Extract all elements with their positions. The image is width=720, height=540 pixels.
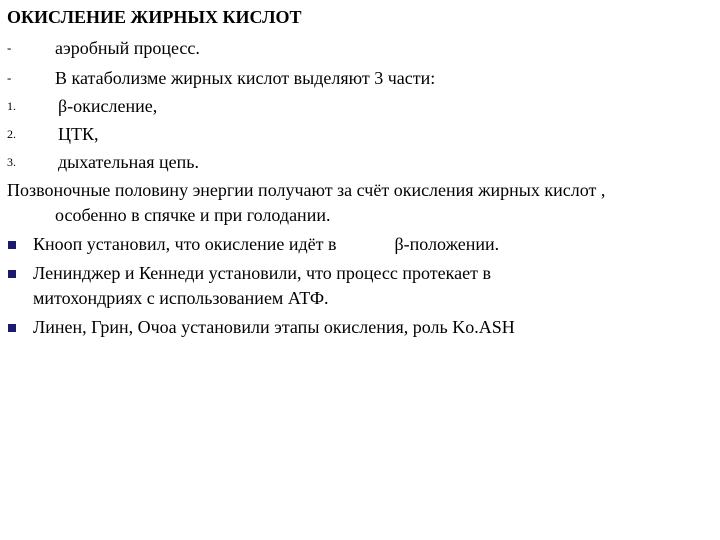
square-bullet-icon [8,270,16,278]
dash-marker: - [7,40,12,55]
bullet-text: Ленинджер и Кеннеди установили, что процесс протекает в [33,263,491,283]
bullet-text: Кнооп установил, что окисление идёт в [33,234,337,254]
bullet-text: Линен, Грин, Очоа установили этапы окисления, роль Ko.ASH [33,317,515,337]
bullet-text: митохондриях с использованием АТФ. [33,288,329,308]
numbered-item-text: ЦТК, [58,124,99,144]
number-marker: 2. [7,127,16,141]
numbered-item-text: дыхательная цепь. [58,152,199,172]
slide-title: ОКИСЛЕНИЕ ЖИРНЫХ КИСЛОТ [7,7,302,27]
square-bullet-icon [8,324,16,332]
dash-marker: - [7,70,12,85]
square-bullet-icon [8,241,16,249]
dash-item-text: аэробный процесс. [55,38,200,58]
number-marker: 3. [7,155,16,169]
paragraph-line: особенно в спячке и при голодании. [55,205,331,225]
numbered-item-text: β-окисление, [58,96,158,116]
paragraph [7,178,605,228]
bullet-text: β-положении. [394,234,500,254]
paragraph-line: Позвоночные половину энергии получают за счёт окисления жирных кислот , [7,180,606,200]
number-marker: 1. [7,99,16,113]
bullet-item [33,315,515,340]
dash-item-text: В катаболизме жирных кислот выделяют 3 части: [55,68,436,88]
bullet-item [33,261,491,311]
bullet-item [33,232,499,257]
